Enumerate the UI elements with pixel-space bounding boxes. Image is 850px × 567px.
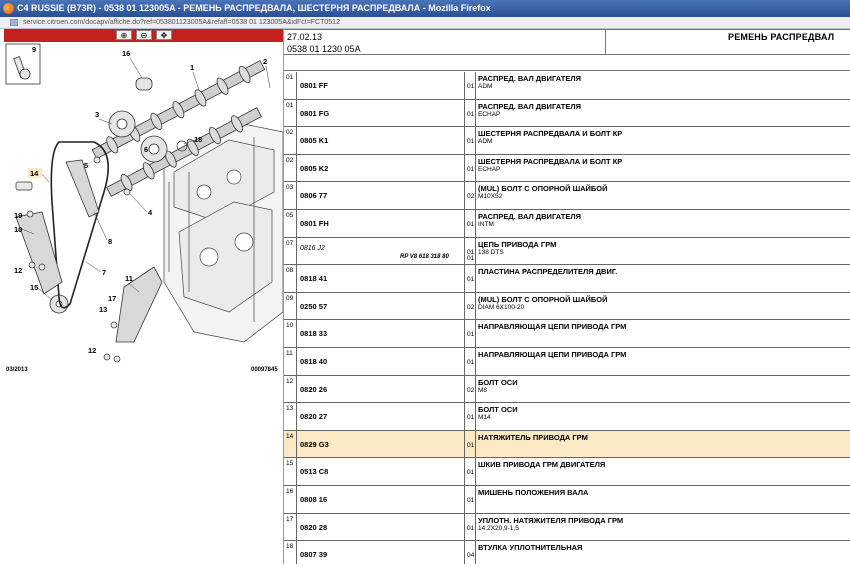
part-quantity: 01 — [467, 220, 475, 228]
callout-17: 17 — [108, 294, 117, 303]
part-spec: ECHAP — [478, 110, 501, 118]
table-row[interactable] — [284, 238, 850, 266]
firefox-icon — [3, 3, 14, 14]
address-bar[interactable] — [0, 17, 850, 29]
table-row[interactable] — [284, 403, 850, 431]
callout-5: 5 — [84, 161, 89, 170]
table-row[interactable] — [284, 320, 850, 348]
part-name: ВТУЛКА УПЛОТНИТЕЛЬНАЯ — [478, 543, 583, 553]
part-name: ШЕСТЕРНЯ РАСПРЕДВАЛА И БОЛТ КР — [478, 129, 623, 139]
part-code[interactable]: 0829 G3 — [300, 439, 329, 449]
part-name: ШЕСТЕРНЯ РАСПРЕДВАЛА И БОЛТ КР — [478, 156, 623, 166]
part-spec: 138 DTS — [478, 248, 504, 256]
callout-4: 4 — [148, 208, 153, 217]
part-code[interactable]: 0250 57 — [300, 301, 328, 311]
part-position: 13 — [286, 405, 294, 413]
parts-table — [284, 72, 850, 564]
part-position: 03 — [286, 184, 294, 192]
table-row[interactable] — [284, 486, 850, 514]
part-name: РАСПРЕД. ВАЛ ДВИГАТЕЛЯ — [478, 101, 582, 111]
part-position: 01 — [286, 101, 294, 109]
table-row[interactable] — [284, 293, 850, 321]
zoom-out-icon[interactable]: ⊖ — [136, 30, 152, 40]
part-quantity: 04 — [467, 552, 475, 560]
callout-7: 7 — [102, 268, 107, 277]
window-titlebar — [0, 0, 850, 17]
chain-guides — [16, 160, 162, 342]
part-position: 15 — [286, 460, 294, 468]
part-code[interactable]: 0818 33 — [300, 329, 328, 339]
address-url[interactable]: service.citroen.com/docapv/affiche.do?ref=053801123005A&refaff=0538 01 123005A&idFct=FCT0512 — [23, 19, 340, 26]
part-quantity: 01 — [467, 496, 475, 504]
table-row[interactable] — [284, 127, 850, 155]
table-row[interactable] — [284, 458, 850, 486]
table-row[interactable] — [284, 155, 850, 183]
callout-9: 9 — [32, 45, 37, 54]
part-code[interactable]: 0805 K2 — [300, 163, 329, 173]
part-name: МИШЕНЬ ПОЛОЖЕНИЯ ВАЛА — [478, 487, 589, 497]
part-code[interactable]: 0820 26 — [300, 384, 328, 394]
window-title: C4 RUSSIE (B73R) - 0538 01 123005A - РЕМЕНЬ РАСПРЕДВАЛА, ШЕСТЕРНЯ РАСПРЕДВАЛА - Mozilla Firefox — [17, 3, 491, 13]
callout-11: 11 — [125, 274, 133, 283]
callout-12-bottom: 12 — [88, 346, 97, 355]
part-quantity: 01 — [467, 358, 475, 366]
header-reference: 0538 01 1230 05A — [287, 44, 361, 54]
part-name: БОЛТ ОСИ — [478, 405, 518, 415]
part-code[interactable]: 0807 39 — [300, 550, 328, 560]
part-position: 16 — [286, 487, 294, 495]
header-date: 27.02.13 — [287, 32, 323, 42]
part-quantity: 02 — [467, 193, 475, 201]
table-row[interactable] — [284, 431, 850, 459]
move-icon[interactable]: ✥ — [156, 30, 172, 40]
table-row[interactable] — [284, 72, 850, 100]
diagram-code: 00097845 — [251, 367, 278, 373]
part-quantity: 01 — [467, 524, 475, 532]
part-spec: ADM — [478, 83, 493, 90]
part-code[interactable]: 0820 27 — [300, 412, 328, 422]
part-code[interactable]: 0801 FH — [300, 218, 329, 228]
part-name: (MUL) БОЛТ С ОПОРНОЙ ШАЙБОЙ — [478, 294, 608, 304]
part-position: 10 — [286, 322, 294, 330]
zoom-in-icon[interactable]: ⊕ — [116, 30, 132, 40]
callout-6: 6 — [144, 145, 149, 154]
part-replacement-ref: RP V8 618 318 80 — [400, 253, 449, 260]
part-position: 07 — [286, 239, 294, 247]
callout-12-top: 12 — [14, 266, 23, 275]
part-name: ПЛАСТИНА РАСПРЕДЕЛИТЕЛЯ ДВИГ. — [478, 267, 618, 277]
part-position: 12 — [286, 377, 294, 385]
callout-3: 3 — [95, 110, 100, 119]
parts-panel — [284, 29, 850, 564]
callout-16: 16 — [122, 49, 131, 58]
part-name: РАСПРЕД. ВАЛ ДВИГАТЕЛЯ — [478, 74, 582, 83]
table-row[interactable] — [284, 182, 850, 210]
part-name: НАТЯЖИТЕЛЬ ПРИВОДА ГРМ — [478, 432, 588, 442]
table-row[interactable] — [284, 348, 850, 376]
callout-1: 1 — [190, 63, 195, 72]
table-row[interactable] — [284, 376, 850, 404]
site-icon — [10, 19, 18, 26]
callout-10: 10 — [14, 225, 23, 234]
part-spec: ECHAP — [478, 165, 501, 173]
table-row[interactable] — [284, 210, 850, 238]
part-name: УПЛОТН. НАТЯЖИТЕЛЯ ПРИВОДА ГРМ — [478, 515, 624, 525]
callout-18: 18 — [194, 135, 203, 144]
part-quantity: 01 — [467, 138, 475, 146]
part-position: 05 — [286, 211, 294, 219]
parts-header — [284, 29, 850, 71]
part-code[interactable]: 0805 K1 — [300, 136, 329, 146]
diagram-date: 03/2013 — [6, 367, 28, 373]
zoom-toolbar — [4, 29, 283, 42]
part-quantity-2: 01 — [467, 254, 475, 262]
part-quantity: 02 — [467, 386, 475, 394]
part-position: 14 — [286, 432, 294, 440]
part-spec: 14,2X20,9-1,5 — [478, 524, 519, 532]
callout-2: 2 — [263, 57, 268, 66]
part-quantity: 01 — [467, 331, 475, 339]
part-code[interactable]: 0818 40 — [300, 356, 328, 366]
part-name: ШКИВ ПРИВОДА ГРМ ДВИГАТЕЛЯ — [478, 460, 606, 470]
part-quantity: 01 — [467, 276, 475, 284]
header-title: РЕМЕНЬ РАСПРЕДВАЛ — [728, 32, 835, 42]
part-spec: M14 — [478, 414, 491, 422]
table-row[interactable] — [284, 265, 850, 293]
part-quantity: 01 — [467, 83, 475, 90]
part-position: 09 — [286, 294, 294, 302]
part-spec: M8 — [478, 386, 488, 394]
part-code[interactable]: 0806 77 — [300, 191, 328, 201]
part-name: БОЛТ ОСИ — [478, 377, 518, 387]
part-position: 02 — [286, 156, 294, 164]
part-code[interactable]: 0801 FG — [300, 108, 330, 118]
part-position: 18 — [286, 543, 294, 551]
part-code[interactable]: 0513 C8 — [300, 467, 329, 477]
part-quantity: 01 — [467, 248, 475, 256]
callout-13: 13 — [99, 305, 108, 314]
callout-8: 8 — [108, 237, 113, 246]
table-row[interactable] — [284, 514, 850, 542]
part-quantity: 01 — [467, 165, 475, 173]
part-position: 08 — [286, 267, 294, 275]
exploded-parts-diagram — [4, 42, 283, 392]
part-name: ЦЕПЬ ПРИВОДА ГРМ — [478, 239, 557, 249]
part-code[interactable]: 0808 16 — [300, 494, 328, 504]
part-name: НАПРАВЛЯЮЩАЯ ЦЕПИ ПРИВОДА ГРМ — [478, 322, 627, 332]
part-quantity: 01 — [467, 469, 475, 477]
callout-19: 19 — [14, 211, 23, 220]
part-name: НАПРАВЛЯЮЩАЯ ЦЕПИ ПРИВОДА ГРМ — [478, 349, 627, 359]
part-position: 02 — [286, 129, 294, 137]
part-name: (MUL) БОЛТ С ОПОРНОЙ ШАЙБОЙ — [478, 184, 608, 194]
part-quantity: 01 — [467, 110, 475, 118]
part-position: 11 — [286, 349, 293, 357]
part-code[interactable]: 0820 28 — [300, 522, 328, 532]
diagram-panel — [4, 29, 284, 564]
part-spec: ADM — [478, 138, 493, 146]
table-row[interactable] — [284, 100, 850, 128]
table-row[interactable] — [284, 541, 850, 564]
part-spec: M10X52 — [478, 193, 503, 201]
callout-14: 14 — [30, 169, 39, 178]
part-position: 01 — [286, 74, 294, 81]
part-quantity: 01 — [467, 414, 475, 422]
part-quantity: 02 — [467, 303, 475, 311]
part-position: 17 — [286, 515, 294, 523]
part-spec: DIAM 6X100-20 — [478, 303, 525, 311]
callout-15: 15 — [30, 283, 39, 292]
part-code[interactable]: 0801 FF — [300, 81, 328, 90]
part-code[interactable]: 0816 J2 — [300, 244, 325, 252]
part-code[interactable]: 0818 41 — [300, 274, 328, 284]
part-name: РАСПРЕД. ВАЛ ДВИГАТЕЛЯ — [478, 211, 582, 221]
part-spec: INTM — [478, 220, 494, 228]
part-quantity: 01 — [467, 441, 475, 449]
